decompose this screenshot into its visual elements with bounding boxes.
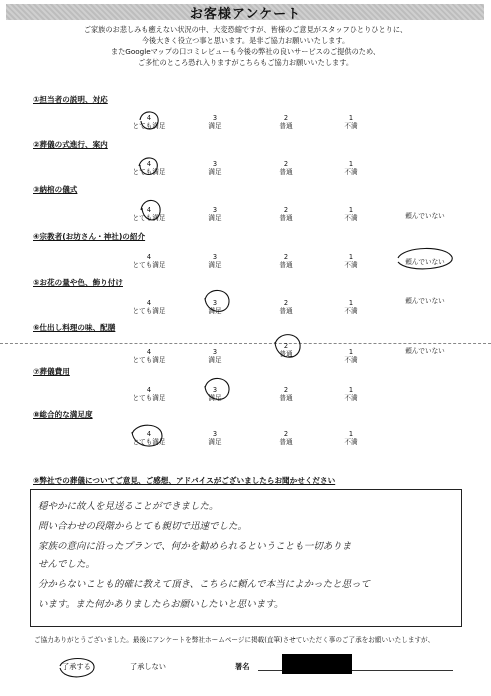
q3-option-2[interactable]: 2 普通 [279,206,293,222]
q4-option-4[interactable]: 4 とても満足 [132,253,166,269]
question-5-label: ⑤お花の量や色、飾り付け [33,278,123,287]
q2-option-3[interactable]: 3 満足 [208,160,222,176]
q3-option-not-requested[interactable]: 頼んでいない [405,212,445,220]
q3-option-1[interactable]: 1 不満 [344,206,358,222]
q1-option-1[interactable]: 1 不満 [344,114,358,130]
q7-option-3[interactable]: 3 満足 [208,386,222,402]
question-9-label: ⑨弊社での葬儀についてご意見、ご感想、アドバイスがございましたらお聞かせください [33,476,336,485]
q2-option-4[interactable]: 4 とても満足 [132,160,166,176]
q4-option-1[interactable]: 1 不満 [344,253,358,269]
question-1-label: ①担当者の説明、対応 [33,95,108,104]
comment-line: 穏やかに故人を見送ることができました。 [38,501,219,512]
q6-option-not-requested[interactable]: 頼んでいない [405,347,445,355]
q8-option-4[interactable]: 4 とても満足 [132,430,166,446]
q6-option-3[interactable]: 3 満足 [208,348,222,364]
intro-line: ご家族のお悲しみも癒えない状況の中、大変恐縮ですが、皆様のご意見がスタッフひとりひとりに、 [83,25,408,34]
q8-option-1[interactable]: 1 不満 [344,430,358,446]
q5-option-1[interactable]: 1 不満 [344,299,358,315]
comment-line: せんでした。 [38,559,96,570]
intro-line: ご多忙のところ恐れ入りますがこちらもご協力お願いいたします。 [137,58,354,67]
scan-divider [0,343,491,344]
intro-line: 今後大きく役立つ事と思います。是非ご協力お願いいたします。 [141,36,350,45]
q5-option-2[interactable]: 2 普通 [279,299,293,315]
redacted-signature [282,654,352,674]
comment-line: 問い合わせの段階からとても親切で迅速でした。 [38,521,248,532]
consent-decline-option[interactable]: 了承しない [130,662,166,671]
question-3-label: ③納棺の儀式 [33,185,78,194]
q5-option-4[interactable]: 4 とても満足 [132,299,166,315]
q1-option-4[interactable]: 4 とても満足 [132,114,166,130]
q6-option-2[interactable]: 2 普通 [279,342,293,358]
q4-option-2[interactable]: 2 普通 [279,253,293,269]
question-8-label: ⑧総合的な満足度 [33,410,93,419]
q5-option-not-requested[interactable]: 頼んでいない [405,297,445,305]
signature-label: 署名 [235,662,250,671]
q2-option-2[interactable]: 2 普通 [279,160,293,176]
q7-option-4[interactable]: 4 とても満足 [132,386,166,402]
q4-option-3[interactable]: 3 満足 [208,253,222,269]
intro-text [0,24,491,68]
q1-option-3[interactable]: 3 満足 [208,114,222,130]
intro-line: またGoogleマップの口コミレビューも今後の弊社の良いサービスのご提供のため、 [110,47,381,56]
q4-option-not-requested[interactable]: 頼んでいない [405,258,445,266]
comment-line: います。また何かありましたらお願いしたいと思います。 [38,599,284,610]
q7-option-2[interactable]: 2 普通 [279,386,293,402]
question-6-label: ⑥仕出し料理の味、配膳 [33,323,116,332]
question-2-label: ②葬儀の式進行、案内 [33,140,108,149]
comment-line: 分からないことも的確に教えて頂き、こちらに頼んで本当によかったと思って [38,579,371,590]
q7-option-1[interactable]: 1 不満 [344,386,358,402]
q8-option-3[interactable]: 3 満足 [208,430,222,446]
question-4-label: ④宗教者(お坊さん・神社)の紹介 [33,232,146,241]
comment-line: 家族の意向に沿ったプランで、何かを勧められるということも一切ありま [38,541,352,552]
q3-option-3[interactable]: 3 満足 [208,206,222,222]
q6-option-1[interactable]: 1 不満 [344,348,358,364]
question-7-label: ⑦葬儀費用 [33,367,70,376]
q2-option-1[interactable]: 1 不満 [344,160,358,176]
q3-option-4[interactable]: 4 とても満足 [132,206,166,222]
consent-accept-option[interactable]: 了承する [62,662,91,671]
q8-option-2[interactable]: 2 普通 [279,430,293,446]
q5-option-3[interactable]: 3 満足 [208,299,222,315]
q1-option-2[interactable]: 2 普通 [279,114,293,130]
page-title: お客様アンケート [189,7,302,22]
q6-option-4[interactable]: 4 とても満足 [132,348,166,364]
footer-note: ご協力ありがとうございました。最後にアンケートを弊社ホームページに掲載(直筆)させていただく事のご了承をお願いいたしますが、 [34,636,435,644]
